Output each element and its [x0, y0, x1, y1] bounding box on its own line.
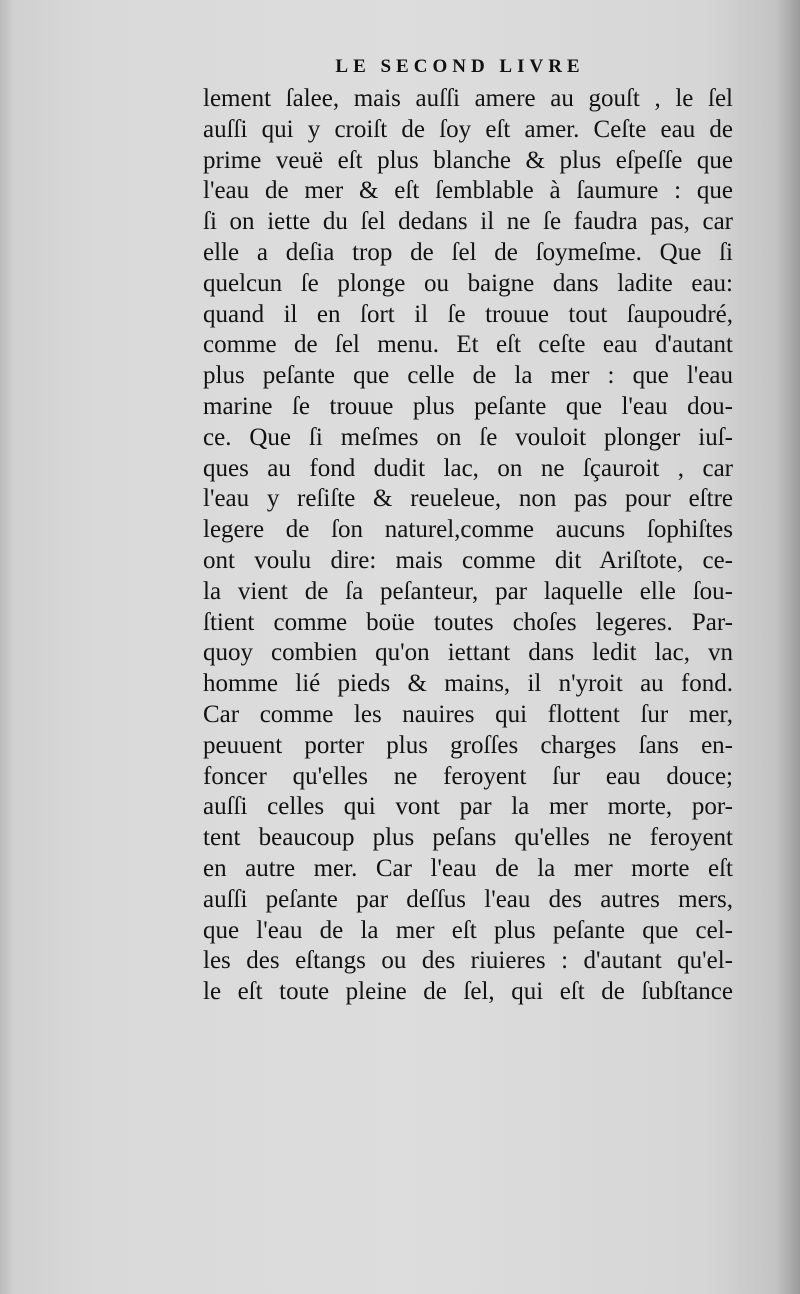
gutter-shadow: [0, 0, 14, 1294]
text-line: plus peſante que celle de la mer : que l'eau: [203, 362, 733, 390]
text-line: les des eſtangs ou des riuieres : d'autant qu'el-: [203, 947, 733, 975]
text-line: quoy combien qu'on iettant dans ledit lac, vn: [203, 639, 733, 667]
text-line: lement ſalee, mais auſſi amere au gouſt , le ſel: [203, 85, 733, 112]
text-line: la vient de ſa peſanteur, par laquelle elle ſou-: [203, 577, 733, 605]
text-line: le eſt toute pleine de ſel, qui eſt de ſubſtance: [203, 978, 733, 1006]
text-line: marine ſe trouue plus peſante que l'eau dou-: [203, 392, 733, 420]
text-line: prime veuë eſt plus blanche & plus eſpeſſe que: [203, 146, 733, 174]
text-line: l'eau de mer & eſt ſemblable à ſaumure : que: [203, 177, 733, 205]
text-line: ſi on iette du ſel dedans il ne ſe faudra pas, car: [203, 208, 733, 236]
text-line: homme lié pieds & mains, il n'yroit au fond.: [203, 670, 733, 698]
text-line: peuuent porter plus groſſes charges ſans en-: [203, 731, 733, 759]
text-line: ques au fond dudit lac, on ne ſçauroit , car: [203, 454, 733, 482]
text-line: legere de ſon naturel,comme aucuns ſophiſtes: [203, 516, 733, 544]
text-line: tent beaucoup plus peſans qu'elles ne feroyent: [203, 824, 733, 852]
text-line: que l'eau de la mer eſt plus peſante que cel-: [203, 916, 733, 944]
text-line: auſſi peſante par deſſus l'eau des autres mers,: [203, 885, 733, 913]
text-line: ſtient comme boüe toutes choſes legeres. Par-: [203, 608, 733, 636]
text-line: comme de ſel menu. Et eſt ceſte eau d'autant: [203, 331, 733, 359]
text-line: l'eau y reſiſte & reueleue, non pas pour eſtre: [203, 485, 733, 513]
text-line: Car comme les nauires qui flottent ſur mer,: [203, 700, 733, 728]
text-line: quand il en ſort il ſe trouue tout ſaupoudré,: [203, 300, 733, 328]
text-line: auſſi qui y croiſt de ſoy eſt amer. Ceſte eau de: [203, 115, 733, 143]
text-line: ce. Que ſi meſmes on ſe vouloit plonger iuſ-: [203, 423, 733, 451]
text-line: foncer qu'elles ne feroyent ſur eau douce;: [203, 762, 733, 790]
page-edge-shadow: [776, 0, 800, 1294]
text-line: ont voulu dire: mais comme dit Ariſtote, ce-: [203, 546, 733, 574]
text-line: auſſi celles qui vont par la mer morte, por-: [203, 793, 733, 821]
text-line: en autre mer. Car l'eau de la mer morte eſt: [203, 854, 733, 882]
running-head: LE SECOND LIVRE: [335, 56, 585, 77]
text-line: quelcun ſe plonge ou baigne dans ladite eau:: [203, 269, 733, 297]
body-text: [203, 84, 733, 1008]
text-line: elle a deſia trop de ſel de ſoymeſme. Que ſi: [203, 238, 733, 266]
